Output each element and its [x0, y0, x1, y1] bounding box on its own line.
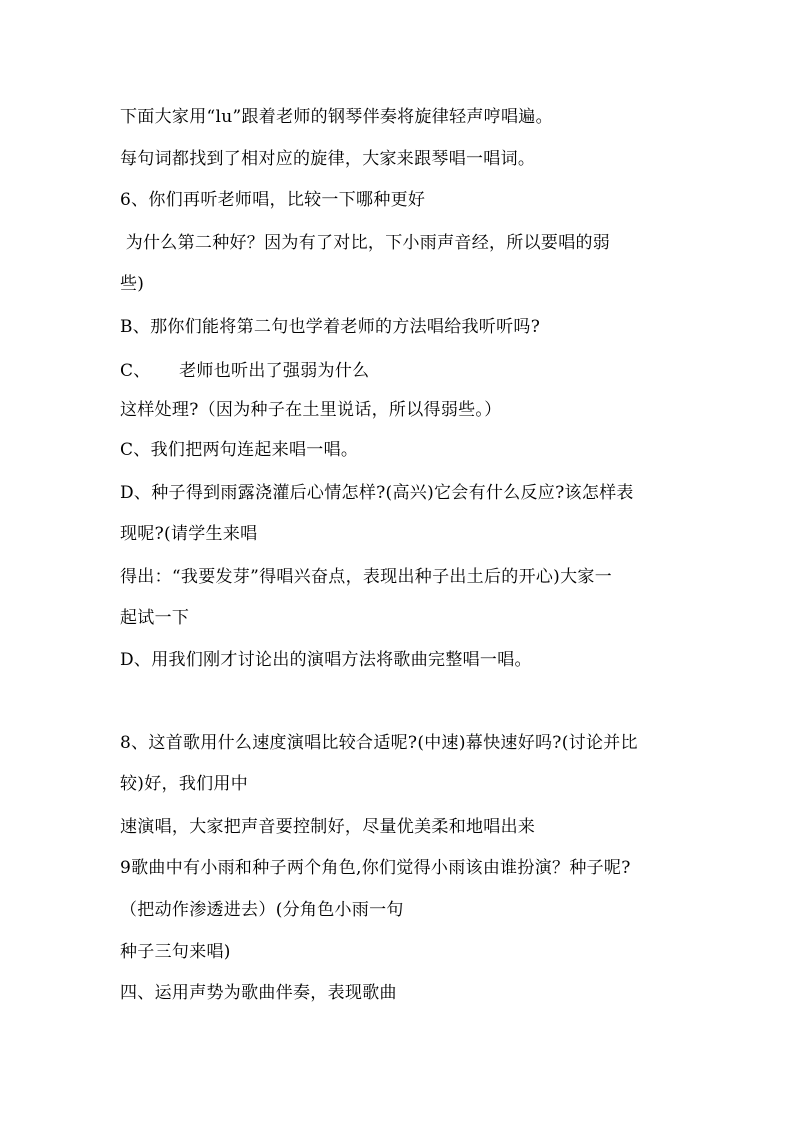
text-line: 现呢?(请学生来唱 — [120, 524, 258, 544]
text-line: 得出：“我要发芽”得唱兴奋点，表现出种子出土后的开心)大家一 — [120, 567, 613, 587]
text-line: 些) — [120, 274, 145, 294]
text-line: C、 老师也听出了强弱为什么 — [120, 361, 370, 381]
text-line: 8、这首歌用什么速度演唱比较合适呢?(中速)幕快速好吗?(讨论并比 — [120, 733, 638, 753]
text-line: 9歌曲中有小雨和种子两个角色,你们觉得小雨该由谁扮演？种子呢? — [120, 858, 631, 878]
text-line: 种子三句来唱) — [120, 942, 231, 962]
text-line: （把动作渗透进去）(分角色小雨一句 — [120, 900, 404, 920]
text-line: D、用我们刚才讨论出的演唱方法将歌曲完整唱一唱。 — [120, 650, 532, 670]
text-line: C、我们把两句连起来唱一唱。 — [120, 440, 359, 460]
text-line: 每句词都找到了相对应的旋律，大家来跟琴唱一唱词。 — [120, 149, 536, 169]
text-line: 速演唱，大家把声音要控制好，尽量优美柔和地唱出来 — [120, 817, 536, 837]
text-line: 四、运用声势为歌曲伴奏，表现歌曲 — [120, 983, 397, 1003]
text-line: B、那你们能将第二句也学着老师的方法唱给我听听吗? — [120, 317, 541, 337]
text-line: 为什么第二种好？因为有了对比，下小雨声音经，所以要唱的弱 — [120, 233, 611, 253]
text-line: 6、你们再听老师唱，比较一下哪种更好 — [120, 190, 426, 210]
text-line: 下面大家用“lu”跟着老师的钢琴伴奏将旋律轻声哼唱遍。 — [120, 107, 553, 127]
text-line: 这样处理?（因为种子在土里说话，所以得弱些。） — [120, 400, 502, 420]
text-line: 较)好，我们用中 — [120, 774, 249, 794]
text-line: D、种子得到雨露浇灌后心情怎样?(高兴)它会有什么反应?该怎样表 — [120, 483, 634, 503]
text-line: 起试一下 — [120, 608, 190, 628]
